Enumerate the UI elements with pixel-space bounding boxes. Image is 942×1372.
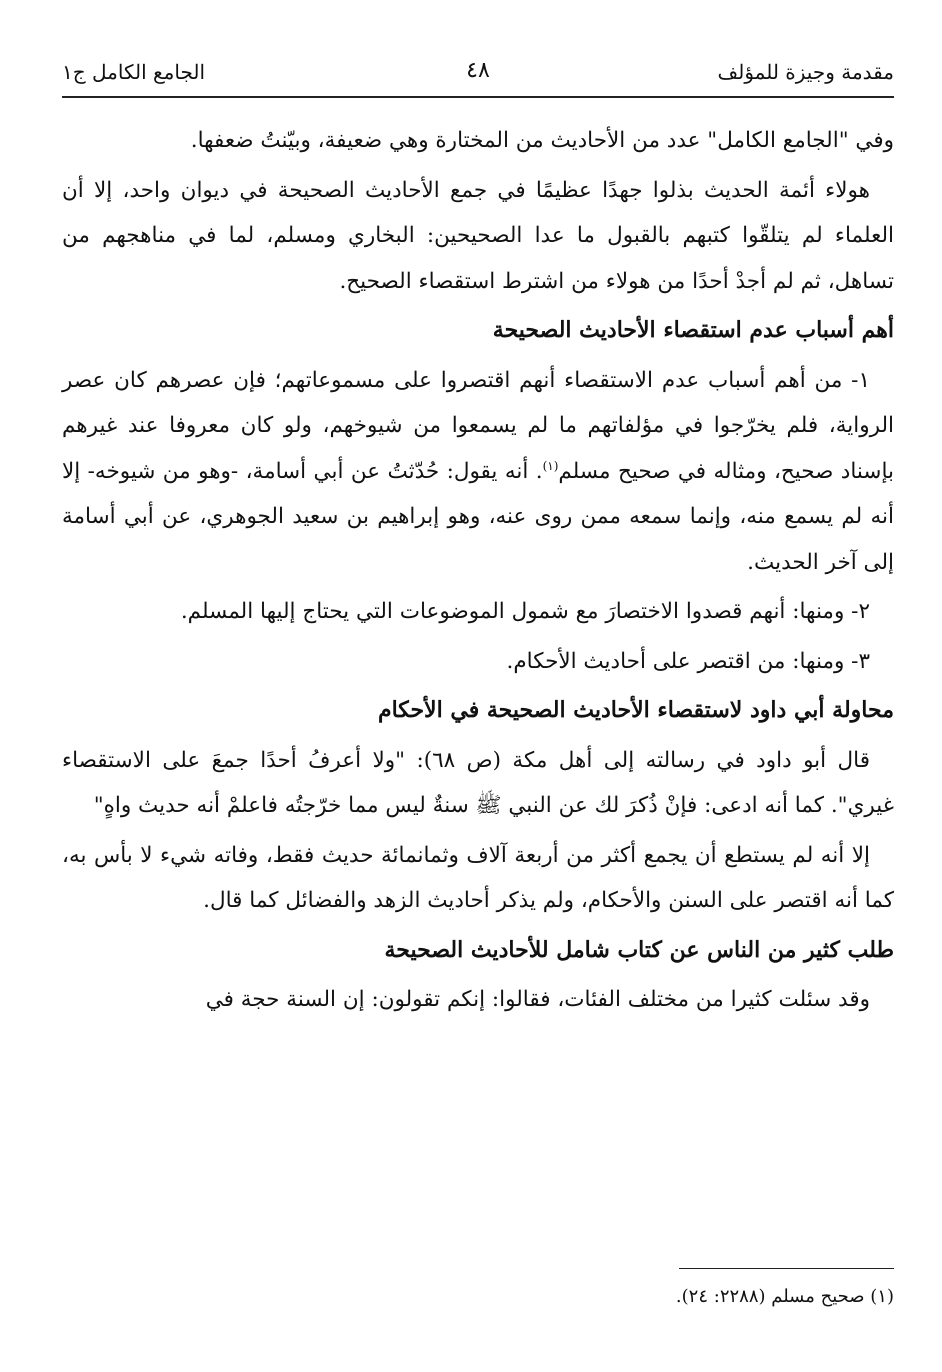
section-heading-1: أهم أسباب عدم استقصاء الأحاديث الصحيحة [492,317,894,343]
footnote: (١) صحيح مسلم (٢٢٨٨: ٢٤). [675,1286,894,1307]
footnote-reference: (١) [542,458,559,473]
header-book-title: الجامع الكامل ج١ [62,60,206,84]
footnote-divider [679,1268,894,1269]
paragraph-3-part-2: . أنه يقول: حُدّثتُ عن أبي أسامة، -وهو من شيوخه- إلا أنه لم يسمع منه، وإنما سمعه ممن روى عنه، وهو إبراهيم بن سعيد الجوهري، عن أبي أسامة إلى آخر الحديث. [62,458,894,575]
section-heading-3: طلب كثير من الناس عن كتاب شامل للأحاديث الصحيحة [384,936,894,963]
header-section-title: مقدمة وجيزة للمؤلف [717,60,894,84]
paragraph-5: ٣- ومنها: من اقتصر على أحاديث الأحكام. [506,648,870,674]
paragraph-4: ٢- ومنها: أنهم قصدوا الاختصارَ مع شمول الموضوعات التي يحتاج إليها المسلم. [180,599,870,624]
page-header [62,56,894,98]
page [62,0,894,1372]
paragraph-3-part-1: ١- من أهم أسباب عدم الاستقصاء أنهم اقتصروا على مسموعاتهم؛ فإن عصرهم كان عصر الرواية، فلم يخرّجوا في مؤلفاتهم ما لم يسمعوا من شيوخهم، ولو كان معروفا عند غيرهم بإسناد صحيح، ومثاله في صحيح مسلم [62,367,894,484]
paragraph-6: قال أبو داود في رسالته إلى أهل مكة (ص ٦٨): "ولا أعرفُ أحدًا جمعَ على الاستقصاء غيري". كما أنه ادعى: فإنْ ذُكرَ لك عن النبي ﷺ سنةٌ ليس مما خرّجتُه فاعلمْ أنه حديث واهٍ" [62,747,894,818]
paragraph-7: إلا أنه لم يستطع أن يجمع أكثر من أربعة آلاف وثمانمائة حديث فقط، وفاته شيء لا بأس به، كما أنه اقتصر على السنن والأحكام، ولم يذكر أحاديث الزهد والفضائل كما قال. [62,842,894,913]
paragraph-1: وفي "الجامع الكامل" عدد من الأحاديث من المختارة وهي ضعيفة، وبيّنتُ ضعفها. [190,128,894,153]
paragraph-8: وقد سئلت كثيرا من مختلف الفئات، فقالوا: إنكم تقولون: إن السنة حجة في [205,987,870,1012]
paragraph-3 [62,358,894,586]
paragraph-2: هولاء أئمة الحديث بذلوا جهدًا عظيمًا في جمع الأحاديث الصحيحة في ديوان واحد، إلا أن العلماء لم يتلقّوا كتبهم بالقبول ما عدا الصحيحين: البخاري ومسلم، لما في مناهجهم من تساهل، ثم لم أجدْ أحدًا من هولاء من اشترط استقصاء الصحيح. [62,177,894,294]
section-heading-2: محاولة أبي داود لاستقصاء الأحاديث الصحيحة في الأحكام [377,697,894,723]
main-text [62,118,894,1027]
page-number: ٤٨ [466,58,490,83]
